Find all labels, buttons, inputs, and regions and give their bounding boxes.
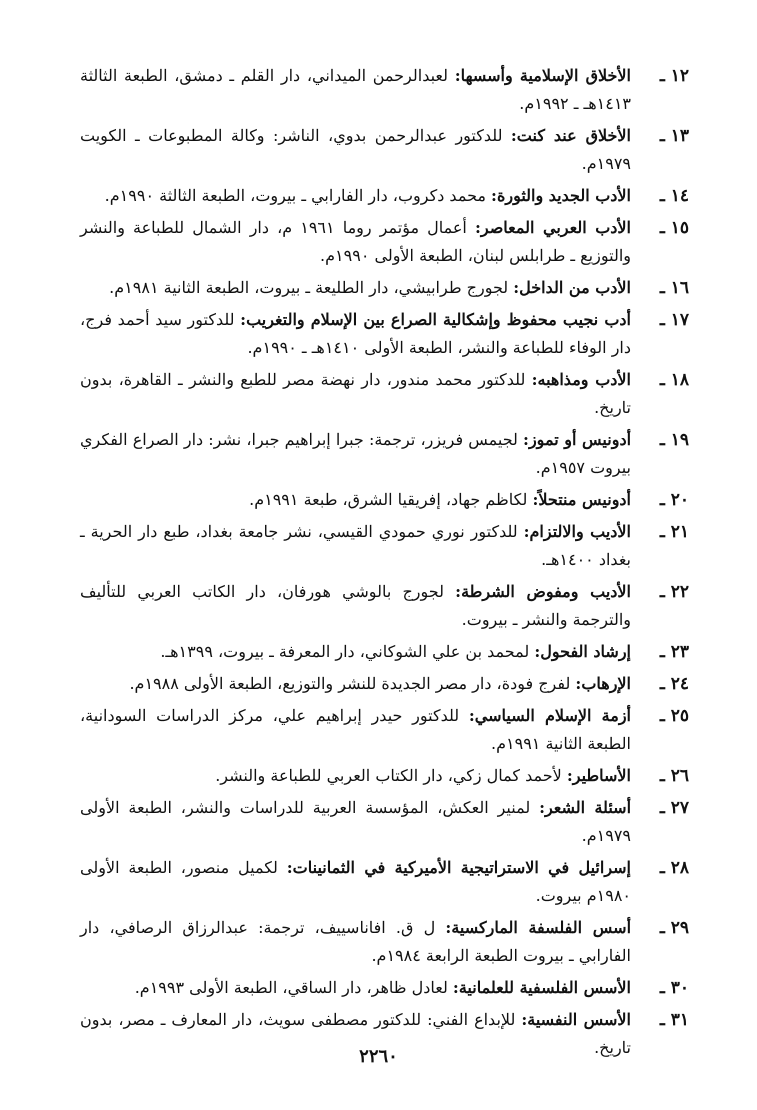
entry-number: ١٤ ـ xyxy=(659,186,689,206)
entry-text: أعمال مؤتمر روما ١٩٦١ م، دار الشمال للطباعة والنشر والتوزيع ـ طرابلس لبنان، الطبعة الأولى ١٩٩٠م. xyxy=(80,218,631,265)
entry-text: لفرج فودة، دار مصر الجديدة للنشر والتوزيع، الطبعة الأولى ١٩٨٨م. xyxy=(129,674,576,693)
entry-body xyxy=(80,122,631,178)
entry-text: للإبداع الفني: للدكتور مصطفى سويث، دار المعارف ـ مصر، بدون تاريخ. xyxy=(80,1010,631,1057)
entry-title: الأديب ومفوض الشرطة: xyxy=(455,582,632,601)
entry-title: أسئلة الشعر: xyxy=(539,798,632,817)
entry-text: لعادل ظاهر، دار الساقي، الطبعة الأولى ١٩٩٣م. xyxy=(134,978,453,997)
entry-number: ٢٨ ـ xyxy=(659,858,689,878)
entry-body xyxy=(80,366,631,422)
entry-body xyxy=(80,914,631,970)
entry-title: الأدب ومذاهبه: xyxy=(531,370,632,389)
entry-body xyxy=(80,518,631,574)
entry-title: الأديب والالتزام: xyxy=(523,522,631,541)
entry-number: ٢١ ـ xyxy=(659,522,689,542)
bibliography-list xyxy=(80,62,689,1066)
entry-title: الأخلاق الإسلامية وأسسها: xyxy=(454,66,631,85)
entry-title: إرشاد الفحول: xyxy=(534,642,631,661)
bibliography-entry xyxy=(80,486,689,514)
entry-number: ١٢ ـ xyxy=(659,66,689,86)
entry-text: لجورج طرابيشي، دار الطليعة ـ بيروت، الطبعة الثانية ١٩٨١م. xyxy=(109,278,514,297)
entry-number: ١٧ ـ xyxy=(659,310,689,330)
entry-title: الأخلاق عند كنت: xyxy=(510,126,631,145)
entry-number: ٢٢ ـ xyxy=(659,582,689,602)
entry-text: ل ق. افاناسييف، ترجمة: عبدالرزاق الرصافي، دار الفارابي ـ بيروت الطبعة الرابعة ١٩٨٤م. xyxy=(80,918,631,965)
entry-number: ٢٦ ـ xyxy=(659,766,689,786)
bibliography-entry xyxy=(80,638,689,666)
entry-number: ١٣ ـ xyxy=(659,126,689,146)
entry-title: أسس الفلسفة الماركسية: xyxy=(445,918,632,937)
bibliography-entry xyxy=(80,670,689,698)
entry-title: الأساطير: xyxy=(566,766,631,785)
bibliography-entry xyxy=(80,366,689,422)
entry-title: الأسس الفلسفية للعلمانية: xyxy=(452,978,631,997)
entry-number: ٣٠ ـ xyxy=(659,978,689,998)
entry-body xyxy=(80,974,631,1002)
entry-number: ٢٣ ـ xyxy=(659,642,689,662)
entry-title: الأدب العربي المعاصر: xyxy=(474,218,631,237)
entry-number: ٢٠ ـ xyxy=(659,490,689,510)
entry-body xyxy=(80,854,631,910)
entry-text: لأحمد كمال زكي، دار الكتاب العربي للطباعة والنشر. xyxy=(215,766,567,785)
entry-text: لعبدالرحمن الميداني، دار القلم ـ دمشق، الطبعة الثالثة ١٤١٣هـ ـ ١٩٩٢م. xyxy=(80,66,631,113)
bibliography-entry xyxy=(80,518,689,574)
bibliography-entry xyxy=(80,122,689,178)
entry-title: الأدب الجديد والثورة: xyxy=(491,186,631,205)
entry-title: أزمة الإسلام السياسي: xyxy=(468,706,631,725)
entry-number: ٢٧ ـ xyxy=(659,798,689,818)
bibliography-entry xyxy=(80,974,689,1002)
entry-body xyxy=(80,306,631,362)
bibliography-entry xyxy=(80,426,689,482)
entry-number: ٢٤ ـ xyxy=(659,674,689,694)
entry-text: لجيمس فريزر، ترجمة: جبرا إبراهيم جبرا، نشر: دار الصراع الفكري بيروت ١٩٥٧م. xyxy=(80,430,631,477)
entry-number: ١٥ ـ xyxy=(659,218,689,238)
entry-text: محمد دكروب، دار الفارابي ـ بيروت، الطبعة الثالثة ١٩٩٠م. xyxy=(104,186,492,205)
entry-title: أدونيس منتحلاً: xyxy=(532,490,631,509)
entry-text: لمحمد بن علي الشوكاني، دار المعرفة ـ بيروت، ١٣٩٩هـ. xyxy=(160,642,535,661)
entry-text: للدكتور محمد مندور، دار نهضة مصر للطبع والنشر ـ القاهرة، بدون تاريخ. xyxy=(80,370,631,417)
entry-title: أدونيس أو تموز: xyxy=(523,430,632,449)
entry-title: الأسس النفسية: xyxy=(521,1010,632,1029)
entry-text: لمنير العكش، المؤسسة العربية للدراسات والنشر، الطبعة الأولى ١٩٧٩م. xyxy=(80,798,631,845)
entry-body xyxy=(80,486,631,514)
bibliography-entry xyxy=(80,62,689,118)
entry-body xyxy=(80,638,631,666)
bibliography-entry xyxy=(80,214,689,270)
bibliography-entry xyxy=(80,794,689,850)
entry-number: ١٦ ـ xyxy=(659,278,689,298)
entry-title: إسرائيل في الاستراتيجية الأميركية في الثمانينات: xyxy=(286,858,631,877)
entry-body xyxy=(80,214,631,270)
bibliography-entry xyxy=(80,914,689,970)
entry-title: الإرهاب: xyxy=(575,674,631,693)
entry-text: لجورج بالوشي هورفان، دار الكاتب العربي للتأليف والترجمة والنشر ـ بيروت. xyxy=(80,582,631,629)
bibliography-entry xyxy=(80,578,689,634)
bibliography-entry xyxy=(80,274,689,302)
entry-body xyxy=(80,182,631,210)
entry-number: ١٩ ـ xyxy=(659,430,689,450)
entry-body xyxy=(80,578,631,634)
page-number: ٢٢٦٠ xyxy=(359,1046,398,1067)
entry-text: لكاظم جهاد، إفريقيا الشرق، طبعة ١٩٩١م. xyxy=(249,490,533,509)
entry-text: للدكتور نوري حمودي القيسي، نشر جامعة بغداد، طبع دار الحرية ـ بغداد ١٤٠٠هـ. xyxy=(80,522,631,569)
bibliography-entry xyxy=(80,182,689,210)
entry-text: للدكتور عبدالرحمن بدوي، الناشر: وكالة المطبوعات ـ الكويت ١٩٧٩م. xyxy=(80,126,631,173)
entry-number: ٢٥ ـ xyxy=(659,706,689,726)
entry-number: ١٨ ـ xyxy=(659,370,689,390)
bibliography-entry xyxy=(80,702,689,758)
entry-title: أدب نجيب محفوظ وإشكالية الصراع بين الإسلام والتغريب: xyxy=(240,310,632,329)
entry-body xyxy=(80,62,631,118)
entry-body xyxy=(80,794,631,850)
entry-body xyxy=(80,702,631,758)
bibliography-entry xyxy=(80,306,689,362)
entry-body xyxy=(80,670,631,698)
bibliography-entry xyxy=(80,762,689,790)
entry-body xyxy=(80,762,631,790)
bibliography-entry xyxy=(80,854,689,910)
entry-number: ٢٩ ـ xyxy=(659,918,689,938)
entry-text: للدكتور سيد أحمد فرج، دار الوفاء للطباعة والنشر، الطبعة الأولى ١٤١٠هـ ـ ١٩٩٠م. xyxy=(80,310,631,357)
entry-text: للدكتور حيدر إبراهيم علي، مركز الدراسات السودانية، الطبعة الثانية ١٩٩١م. xyxy=(80,706,631,753)
entry-body xyxy=(80,274,631,302)
entry-title: الأدب من الداخل: xyxy=(513,278,631,297)
entry-number: ٣١ ـ xyxy=(659,1010,689,1030)
entry-text: لكميل منصور، الطبعة الأولى ١٩٨٠م بيروت. xyxy=(80,858,631,905)
entry-body xyxy=(80,426,631,482)
